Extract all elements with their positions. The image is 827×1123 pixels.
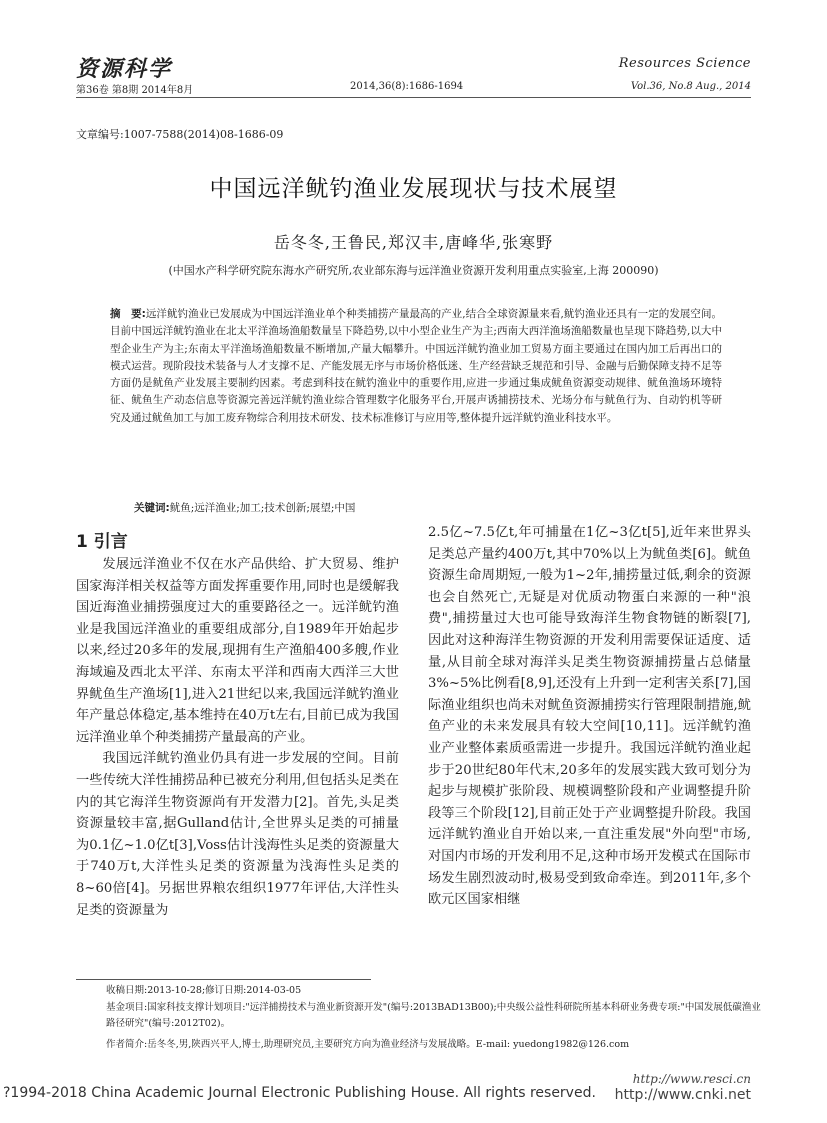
keywords xyxy=(134,500,355,515)
section-heading: 1 引言 xyxy=(76,532,128,552)
journal-name-english: Resources Science xyxy=(618,56,751,71)
body-paragraph: 2.5亿~7.5亿t,年可捕量在1亿~3亿t[5],近年来世界头足类总产量约400万t,其中70%以上为鱿鱼类[6]。鱿鱼资源生命周期短,一般为1~2年,捕捞量过低,剩余的资源也会自然死亡,无疑是对优质动物蛋白来源的一种"浪费",捕捞量过大也可能导致海洋生物食物链的断裂[7],因此对这种海洋生物资源的开发利用需要保证适度、适量,从目前全球对海洋头足类生物资源捕捞量占总储量3%~5%比例看[8,9],还没有上升到一定利害关系[7],国际渔业组织也尚未对鱿鱼资源捕捞实行管理限制措施,鱿鱼产业的未来发展具有较大空间[10,11]。远洋鱿钓渔业产业整体素质亟需进一步提升。我国远洋鱿钓渔业起步于20世纪80年代末,20多年的发展实践大致可划分为起步与规模扩张阶段、规模调整阶段和产业调整提升阶段等三个阶段[12],目前正处于产业调整提升阶段。我国远洋鱿钓渔业自开始以来,一直注重发展"外向型"市场,对国内市场的开发利用不足,这种市场开发模式在国际市场发生剧烈波动时,极易受到致命牵连。到2011年,多个欧元区国家相继 xyxy=(428,525,751,908)
resci-url[interactable]: http://www.resci.cn xyxy=(632,1072,751,1086)
issue-info-english: Vol.36, No.8 Aug., 2014 xyxy=(630,81,751,92)
keywords-label: 关键词: xyxy=(134,502,170,514)
body-paragraph: 发展远洋渔业不仅在水产品供给、扩大贸易、维护国家海洋相关权益等方面发挥重要作用,同时也是缓解我国近海渔业捕捞强度过大的重要路径之一。远洋鱿钓渔业是我国远洋渔业的重要组成部分,自1989年开始起步以来,经过20多年的发展,现拥有生产渔船400多艘,作业海域遍及西北太平洋、东南太平洋和西南大西洋三大世界鱿鱼生产渔场[1],进入21世纪以来,我国远洋鱿钓渔业年产量总体稳定,基本维持在40万t左右,目前已成为我国远洋渔业单个种类捕捞产量最高的产业。 xyxy=(76,557,399,745)
body-paragraph: 我国远洋鱿钓渔业仍具有进一步发展的空间。目前一些传统大洋性捕捞品种已被充分利用,但包括头足类在内的其它海洋生物资源尚有开发潜力[2]。首先,头足类资源量较丰富,据Gulland估计,全世界头足类的可捕量为0.1亿~1.0亿t[3],Voss估计浅海性头足类的资源量大于740万t,大洋性头足类的资源量为浅海性头足类的8~60倍[4]。另据世界粮农组织1977年评估,大洋性头足类的资源量为 xyxy=(76,751,399,918)
header-rule xyxy=(76,97,751,98)
citation-info: 2014,36(8):1686-1694 xyxy=(350,81,464,92)
abstract-label: 摘 要: xyxy=(110,308,146,320)
received-date: 收稿日期:2013-10-28;修订日期:2014-03-05 xyxy=(106,985,302,996)
abstract xyxy=(110,306,722,427)
body-column-left xyxy=(76,554,399,921)
issue-info-chinese: 第36卷 第8期 2014年8月 xyxy=(76,85,194,96)
affiliation: (中国水产科学研究院东海水产研究所,农业部东海与远洋渔业资源开发利用重点实验室,上海 200090) xyxy=(168,264,659,277)
funding-note: 基金项目:国家科技支撑计划项目:"远洋捕捞技术与渔业新资源开发"(编号:2013BAD13B00);中央级公益性科研院所基本科研业务费专项:"中国发展低碳渔业路径研究"(编号:2012T02)。 xyxy=(106,1002,761,1029)
paper-title: 中国远洋鱿钓渔业发展现状与技术展望 xyxy=(209,176,618,202)
article-number: 文章编号:1007-7588(2014)08-1686-09 xyxy=(76,128,284,141)
body-column-right xyxy=(428,522,751,911)
authors: 岳冬冬,王鲁民,郑汉丰,唐峰华,张寒野 xyxy=(273,233,554,252)
abstract-text: 远洋鱿钓渔业已发展成为中国远洋渔业单个种类捕捞产量最高的产业,结合全球资源量来看,鱿钓渔业还具有一定的发展空间。目前中国远洋鱿钓渔业在北太平洋渔场渔船数量呈下降趋势,以中小型企业生产为主;西南大西洋渔场渔船数量也呈现下降趋势,以大中型企业生产为主;东南太平洋渔场渔船数量不断增加,产量大幅攀升。中国远洋鱿钓渔业加工贸易方面主要通过在国内加工后再出口的模式运营。现阶段技术装备与人才支撑不足、产能发展无序与市场价格低迷、生产经营缺乏规范和引导、金融与后勤保障支持不足等方面仍是鱿鱼产业发展主要制约因素。考虑到科技在鱿钓渔业中的重要作用,应进一步通过集成鱿鱼资源变动规律、鱿鱼渔场环境特征、鱿鱼生产动态信息等资源完善远洋鱿钓渔业综合管理数字化服务平台,开展声诱捕捞技术、光场分布与鱿鱼行为、自动钓机等研究及通过鱿鱼加工与加工废弃物综合利用技术研发、技术标准修订与应用等,整体提升远洋鱿钓渔业科技水平。 xyxy=(110,308,722,424)
footnote-rule xyxy=(76,979,371,980)
author-note: 作者简介:岳冬冬,男,陕西兴平人,博士,助理研究员,主要研究方向为渔业经济与发展战略。E-mail: yuedong1982@126.com xyxy=(106,1039,630,1050)
copyright-notice: ?1994-2018 China Academic Journal Electronic Publishing House. All rights reserved. xyxy=(3,1085,596,1101)
journal-name: 资源科学 xyxy=(76,56,173,82)
keywords-text: 鱿鱼;远洋渔业;加工;技术创新;展望;中国 xyxy=(169,502,356,514)
cnki-url[interactable]: http://www.cnki.net xyxy=(614,1087,751,1103)
